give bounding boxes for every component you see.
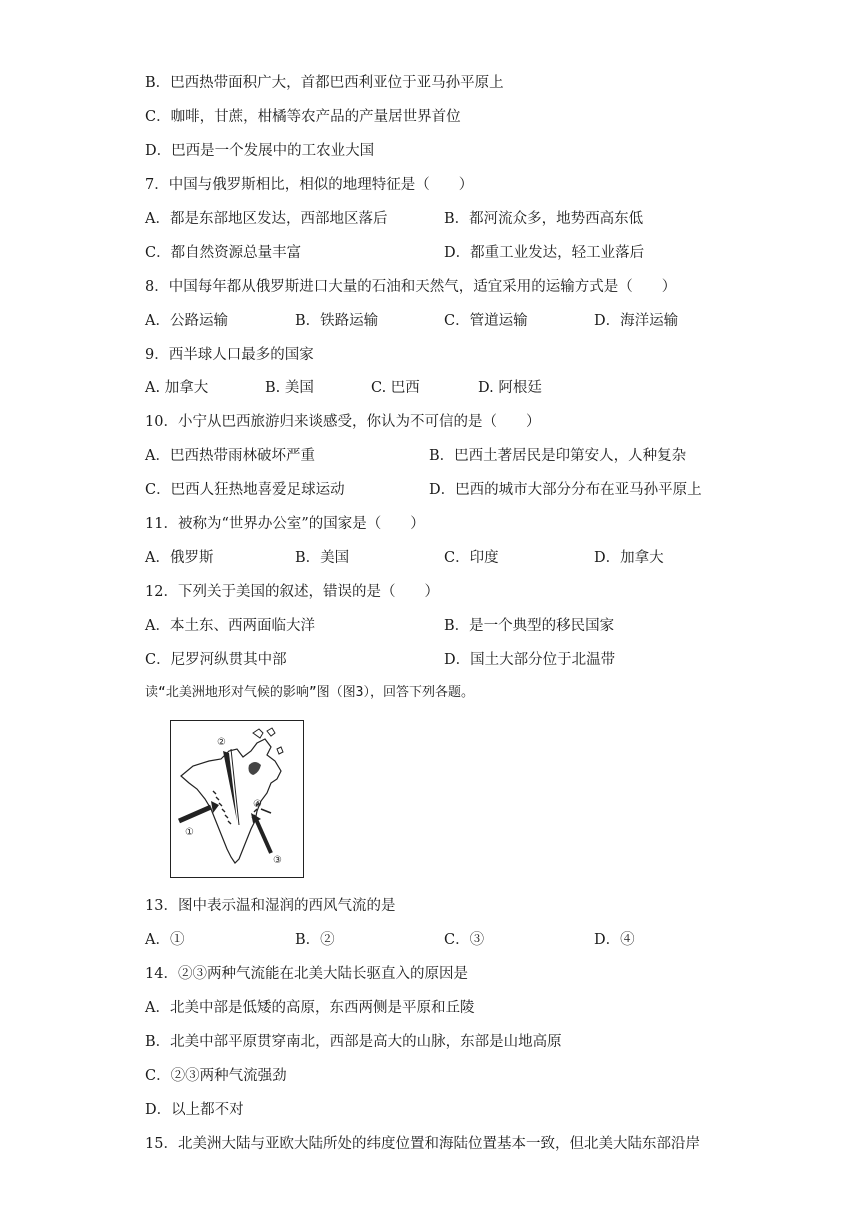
option-12b: B．是一个典型的移民国家 (444, 618, 615, 634)
arrow-3 (255, 817, 271, 853)
option-8a: A．公路运输 (145, 313, 228, 329)
figure-intro: 读“北美洲地形对气候的影响”图（图3），回答下列各题。 (145, 685, 474, 700)
option-8b: B．铁路运输 (295, 313, 379, 329)
arrow-1 (179, 807, 211, 821)
option-7b: B．都河流众多，地势西高东低 (444, 211, 644, 227)
option-14b: B．北美中部平原贯穿南北，西部是高大的山脉，东部是山地高原 (145, 1034, 562, 1050)
question-13: 13．图中表示温和湿润的西风气流的是 (145, 898, 396, 914)
arctic-islands (253, 728, 283, 754)
option-7d: D．都重工业发达，轻工业落后 (444, 245, 645, 261)
question-7: 7．中国与俄罗斯相比，相似的地理特征是（ ） (145, 177, 474, 193)
option-11a: A．俄罗斯 (145, 550, 214, 566)
option-8c: C．管道运输 (444, 313, 528, 329)
marker-2: ② (217, 737, 226, 748)
option-6c: C．咖啡，甘蔗，柑橘等农产品的产量居世界首位 (145, 109, 461, 125)
marker-1: ① (185, 827, 194, 838)
option-13d: D．④ (594, 932, 635, 948)
question-14: 14．②③两种气流能在北美大陆长驱直入的原因是 (145, 966, 468, 982)
marker-3: ③ (273, 855, 282, 866)
question-10: 10．小宁从巴西旅游归来谈感受，你认为不可信的是（ ） (145, 414, 541, 430)
question-9: 9．西半球人口最多的国家 (145, 347, 314, 363)
option-11b: B．美国 (295, 550, 350, 566)
option-9a: A. 加拿大 (145, 380, 209, 396)
option-12a: A．本土东、西两面临大洋 (145, 618, 315, 634)
question-12: 12．下列关于美国的叙述，错误的是（ ） (145, 584, 439, 600)
option-14c: C．②③两种气流强劲 (145, 1068, 287, 1084)
option-11c: C．印度 (444, 550, 499, 566)
option-13a: A．① (145, 932, 185, 948)
option-12d: D．国土大部分位于北温带 (444, 652, 616, 668)
north-america-map (171, 721, 303, 877)
north-america-map-figure (170, 720, 304, 878)
option-9c: C. 巴西 (371, 380, 420, 396)
option-13c: C．③ (444, 932, 485, 948)
option-10b: B．巴西土著居民是印第安人，人种复杂 (429, 448, 687, 464)
option-6d: D．巴西是一个发展中的工农业大国 (145, 143, 375, 159)
arrow-4 (261, 809, 271, 813)
option-9b: B. 美国 (265, 380, 314, 396)
option-7a: A．都是东部地区发达，西部地区落后 (145, 211, 388, 227)
option-10c: C．巴西人狂热地喜爱足球运动 (145, 482, 345, 498)
question-8: 8．中国每年都从俄罗斯进口大量的石油和天然气，适宜采用的运输方式是（ ） (145, 279, 677, 295)
option-14a: A．北美中部是低矮的高原，东西两侧是平原和丘陵 (145, 1000, 475, 1016)
option-12c: C．尼罗河纵贯其中部 (145, 652, 287, 668)
option-9d: D. 阿根廷 (478, 380, 542, 396)
option-6b: B．巴西热带面积广大，首都巴西利亚位于亚马孙平原上 (145, 75, 504, 91)
option-8d: D．海洋运输 (594, 313, 679, 329)
option-10a: A．巴西热带雨林破坏严重 (145, 448, 315, 464)
question-11: 11．被称为“世界办公室”的国家是（ ） (145, 516, 425, 532)
option-7c: C．都自然资源总量丰富 (145, 245, 302, 261)
question-15: 15．北美洲大陆与亚欧大陆所处的纬度位置和海陆位置基本一致，但北美大陆东部沿岸 (145, 1136, 700, 1152)
option-11d: D．加拿大 (594, 550, 664, 566)
option-10d: D．巴西的城市大部分分布在亚马孙平原上 (429, 482, 702, 498)
option-13b: B．② (295, 932, 335, 948)
marker-4: ④ (253, 799, 262, 810)
hudson-bay (249, 762, 262, 775)
option-14d: D．以上都不对 (145, 1102, 244, 1118)
